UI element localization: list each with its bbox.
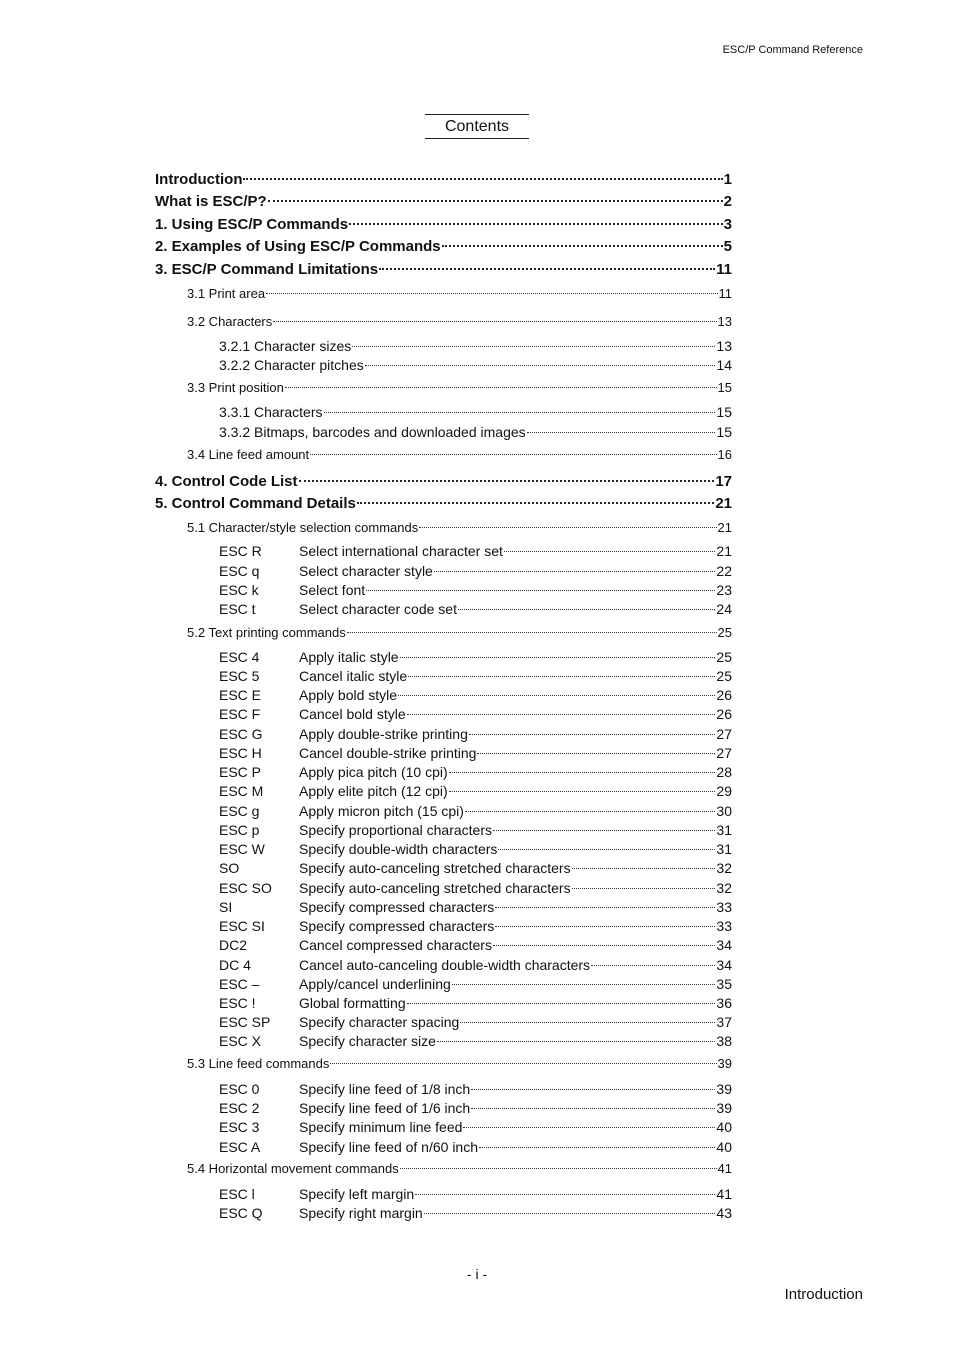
toc-page-number: 36 (716, 995, 732, 1011)
toc-command-code: ESC W (219, 841, 265, 857)
toc-page-number: 27 (716, 745, 732, 761)
toc-command-code: ESC 0 (219, 1081, 260, 1097)
toc-command-code: ESC 3 (219, 1119, 260, 1135)
toc-page-number: 41 (716, 1186, 732, 1202)
dot-leader (504, 551, 716, 552)
toc-page-number: 3 (723, 216, 732, 233)
toc-page-number: 39 (717, 1056, 732, 1071)
dot-leader (349, 223, 723, 225)
toc-entry[interactable] (219, 668, 732, 684)
toc-page-number: 32 (716, 880, 732, 896)
toc-entry-label: Specify compressed characters (299, 918, 495, 934)
dot-leader (347, 632, 717, 633)
toc-command-code: ESC E (219, 687, 262, 703)
toc-entry-label: 3.1 Print area (187, 286, 266, 301)
toc-entry-label: Apply micron pitch (15 cpi) (299, 803, 464, 819)
toc-entry[interactable] (187, 1161, 732, 1176)
dot-leader (471, 1089, 715, 1090)
toc-page-number: 25 (716, 649, 732, 665)
dot-leader (398, 695, 715, 696)
dot-leader (591, 965, 715, 966)
toc-entry[interactable] (155, 193, 732, 210)
toc-page-number: 5 (723, 238, 732, 255)
toc-page-number: 15 (717, 380, 732, 395)
toc-command-code: ESC k (219, 582, 259, 598)
toc-entry[interactable] (187, 625, 732, 640)
toc-entry-label: Introduction (155, 171, 243, 188)
toc-entry[interactable] (219, 1100, 732, 1116)
toc-entry-label: Select font (299, 582, 366, 598)
dot-leader (449, 772, 716, 773)
toc-entry[interactable] (219, 995, 732, 1011)
toc-entry-label: Apply/cancel underlining (299, 976, 451, 992)
toc-page-number: 30 (716, 803, 732, 819)
dot-leader (330, 1063, 716, 1064)
toc-entry[interactable] (187, 520, 732, 535)
toc-entry[interactable] (219, 957, 732, 973)
toc-entry[interactable] (219, 841, 732, 857)
toc-entry[interactable] (219, 563, 732, 579)
dot-leader (285, 387, 717, 388)
toc-entry-label: Specify auto-canceling stretched characters (299, 880, 571, 896)
toc-entry-label: Select character style (299, 563, 433, 579)
dot-leader (495, 926, 715, 927)
dot-leader (243, 178, 722, 180)
toc-command-code: ESC 2 (219, 1100, 260, 1116)
toc-command-code: ESC l (219, 1186, 255, 1202)
toc-command-code: ESC H (219, 745, 262, 761)
dot-leader (463, 1127, 715, 1128)
toc-command-code: SI (219, 899, 233, 915)
dot-leader (400, 1168, 717, 1169)
toc-page-number: 31 (716, 841, 732, 857)
toc-entry-label: 5.3 Line feed commands (187, 1056, 330, 1071)
toc-entry[interactable] (219, 918, 732, 934)
toc-entry[interactable] (187, 1056, 732, 1071)
toc-entry-label: Specify right margin (299, 1205, 423, 1221)
dot-leader (408, 676, 715, 677)
toc-page-number: 2 (723, 193, 732, 210)
toc-page-number: 11 (718, 286, 732, 301)
toc-command-code: ESC SO (219, 880, 272, 896)
toc-page-number: 21 (715, 495, 732, 512)
toc-entry[interactable] (219, 1014, 732, 1030)
toc-page-number: 39 (716, 1100, 732, 1116)
toc-entry-label: Specify left margin (299, 1186, 415, 1202)
toc-page-number: 25 (717, 625, 732, 640)
dot-leader (442, 245, 723, 247)
toc-entry[interactable] (219, 1033, 732, 1049)
toc-entry-label: Select character code set (299, 601, 457, 617)
toc-entry-label: 5.2 Text printing commands (187, 625, 346, 640)
toc-command-code: ESC SP (219, 1014, 271, 1030)
toc-entry[interactable] (219, 783, 732, 799)
toc-entry-label: Specify line feed of 1/6 inch (299, 1100, 471, 1116)
toc-entry[interactable] (219, 1205, 732, 1221)
toc-command-code: ESC F (219, 706, 261, 722)
toc-entry-label: 3.3 Print position (187, 380, 284, 395)
toc-command-code: ESC R (219, 543, 262, 559)
toc-page-number: 27 (716, 726, 732, 742)
dot-leader (469, 734, 716, 735)
toc-entry-label: 5. Control Command Details (155, 495, 356, 512)
toc-entry[interactable] (219, 404, 732, 420)
dot-leader (324, 412, 716, 413)
toc-entry[interactable] (219, 687, 732, 703)
toc-page-number: 39 (716, 1081, 732, 1097)
toc-entry[interactable] (219, 357, 732, 373)
dot-leader (465, 811, 715, 812)
toc-entry-label: Select international character set (299, 543, 503, 559)
toc-entry[interactable] (155, 473, 732, 490)
page-title: Contents (425, 114, 529, 139)
toc-page-number: 41 (717, 1161, 732, 1176)
dot-leader (434, 571, 716, 572)
toc-entry[interactable] (219, 880, 732, 896)
toc-page-number: 21 (717, 520, 732, 535)
footer-section: Introduction (784, 1286, 863, 1303)
toc-command-code: ESC 5 (219, 668, 260, 684)
toc-entry[interactable] (219, 726, 732, 742)
toc-page-number: 15 (716, 424, 732, 440)
dot-leader (357, 502, 714, 504)
toc-page-number: 26 (716, 687, 732, 703)
toc-entry-label: Specify line feed of n/60 inch (299, 1139, 479, 1155)
dot-leader (299, 480, 715, 482)
toc-command-code: ESC 4 (219, 649, 260, 665)
dot-leader (352, 346, 715, 347)
header-reference: ESC/P Command Reference (722, 44, 863, 56)
toc-entry[interactable] (219, 706, 732, 722)
toc-entry-label: Apply elite pitch (12 cpi) (299, 783, 448, 799)
toc-entry-label: 3.3.2 Bitmaps, barcodes and downloaded images (219, 424, 526, 440)
toc-page-number: 16 (717, 447, 732, 462)
toc-entry[interactable] (219, 1139, 732, 1155)
toc-entry-label: Apply bold style (299, 687, 398, 703)
toc-entry-label: 1. Using ESC/P Commands (155, 216, 349, 233)
toc-command-code: DC 4 (219, 957, 251, 973)
toc-entry[interactable] (155, 216, 732, 233)
dot-leader (498, 849, 715, 850)
toc-entry[interactable] (219, 764, 732, 780)
dot-leader (268, 200, 723, 202)
toc-entry-label: 5.4 Horizontal movement commands (187, 1161, 399, 1176)
dot-leader (273, 321, 716, 322)
toc-page-number: 38 (716, 1033, 732, 1049)
toc-entry-label: Apply italic style (299, 649, 399, 665)
dot-leader (477, 753, 715, 754)
dot-leader (495, 907, 715, 908)
toc-page-number: 28 (716, 764, 732, 780)
toc-command-code: ESC t (219, 601, 256, 617)
toc-entry[interactable] (187, 314, 732, 329)
toc-page-number: 14 (716, 357, 732, 373)
toc-entry-label: 3.2.2 Character pitches (219, 357, 364, 373)
toc-entry-label: Cancel auto-canceling double-width characters (299, 957, 591, 973)
toc-command-code: ESC SI (219, 918, 265, 934)
dot-leader (458, 609, 715, 610)
toc-page-number: 25 (716, 668, 732, 684)
dot-leader (437, 1041, 715, 1042)
toc-entry[interactable] (187, 286, 732, 301)
dot-leader (479, 1147, 715, 1148)
toc-entry-label: Cancel double-strike printing (299, 745, 477, 761)
toc-command-code: ESC – (219, 976, 260, 992)
toc-entry-label: Specify character spacing (299, 1014, 460, 1030)
dot-leader (266, 293, 717, 294)
toc-page-number: 32 (716, 860, 732, 876)
toc-page-number: 33 (716, 899, 732, 915)
toc-page-number: 35 (716, 976, 732, 992)
dot-leader (310, 454, 716, 455)
toc-command-code: DC2 (219, 937, 248, 953)
dot-leader (400, 657, 716, 658)
toc-page-number: 23 (716, 582, 732, 598)
dot-leader (415, 1194, 715, 1195)
dot-leader (379, 268, 715, 270)
toc-entry-label: Specify character size (299, 1033, 436, 1049)
toc-command-code: ESC G (219, 726, 263, 742)
footer-page-number: - i - (466, 1266, 488, 1282)
dot-leader (493, 830, 715, 831)
dot-leader (424, 1213, 716, 1214)
dot-leader (460, 1022, 715, 1023)
toc-entry-label: What is ESC/P? (155, 193, 267, 210)
toc-entry-label: 3.4 Line feed amount (187, 447, 310, 462)
toc-command-code: ESC Q (219, 1205, 263, 1221)
dot-leader (449, 791, 716, 792)
toc-entry-label: Global formatting (299, 995, 406, 1011)
toc-command-code: ESC g (219, 803, 260, 819)
toc-entry[interactable] (219, 582, 732, 598)
toc-page-number: 21 (716, 543, 732, 559)
toc-page-number: 34 (716, 937, 732, 953)
toc-page-number: 13 (716, 338, 732, 354)
toc-page-number: 22 (716, 563, 732, 579)
toc-entry-label: Specify auto-canceling stretched characters (299, 860, 571, 876)
toc-entry[interactable] (219, 543, 732, 559)
toc-entry-label: Cancel italic style (299, 668, 408, 684)
toc-entry[interactable] (155, 261, 732, 278)
toc-entry[interactable] (219, 1081, 732, 1097)
toc-page-number: 15 (716, 404, 732, 420)
toc-entry-label: Specify proportional characters (299, 822, 492, 838)
toc-entry[interactable] (219, 822, 732, 838)
dot-leader (572, 868, 716, 869)
dot-leader (527, 432, 716, 433)
toc-page-number: 43 (716, 1205, 732, 1221)
toc-page-number: 26 (716, 706, 732, 722)
toc-page-number: 11 (716, 261, 732, 278)
dot-leader (407, 714, 716, 715)
toc-entry[interactable] (187, 380, 732, 395)
toc-entry-label: 3.3.1 Characters (219, 404, 323, 420)
toc-entry[interactable] (219, 937, 732, 953)
toc-entry[interactable] (219, 976, 732, 992)
toc-page-number: 34 (716, 957, 732, 973)
toc-entry-label: 3.2.1 Character sizes (219, 338, 352, 354)
toc-entry[interactable] (155, 238, 732, 255)
toc-command-code: ESC A (219, 1139, 261, 1155)
toc-entry[interactable] (219, 899, 732, 915)
toc-entry[interactable] (187, 447, 732, 462)
toc-command-code: ESC ! (219, 995, 256, 1011)
toc-command-code: ESC p (219, 822, 260, 838)
toc-page-number: 29 (716, 783, 732, 799)
dot-leader (572, 888, 716, 889)
toc-entry[interactable] (219, 601, 732, 617)
toc-entry-label: Specify double-width characters (299, 841, 498, 857)
toc-page-number: 40 (716, 1139, 732, 1155)
toc-page-number: 13 (717, 314, 732, 329)
toc-command-code: ESC M (219, 783, 264, 799)
toc-command-code: ESC X (219, 1033, 262, 1049)
toc-entry[interactable] (219, 803, 732, 819)
toc-entry-label: Specify compressed characters (299, 899, 495, 915)
dot-leader (471, 1108, 715, 1109)
toc-entry-label: Cancel compressed characters (299, 937, 492, 953)
dot-leader (452, 984, 716, 985)
toc-entry[interactable] (219, 424, 732, 440)
toc-page-number: 24 (716, 601, 732, 617)
dot-leader (365, 365, 716, 366)
toc-entry[interactable] (155, 171, 732, 188)
toc-entry[interactable] (219, 860, 732, 876)
toc-entry-label: Apply pica pitch (10 cpi) (299, 764, 448, 780)
toc-entry[interactable] (219, 1186, 732, 1202)
toc-entry-label: Specify line feed of 1/8 inch (299, 1081, 471, 1097)
toc-entry[interactable] (219, 338, 732, 354)
toc-page-number: 33 (716, 918, 732, 934)
toc-entry-label: Specify minimum line feed (299, 1119, 463, 1135)
toc-entry[interactable] (155, 495, 732, 512)
toc-command-code: ESC P (219, 764, 262, 780)
toc-entry[interactable] (219, 745, 732, 761)
dot-leader (366, 590, 715, 591)
dot-leader (493, 945, 715, 946)
toc-entry-label: Apply double-strike printing (299, 726, 468, 742)
toc-page-number: 37 (716, 1014, 732, 1030)
toc-entry[interactable] (219, 1119, 732, 1135)
toc-command-code: SO (219, 860, 240, 876)
toc-page-number: 40 (716, 1119, 732, 1135)
toc-command-code: ESC q (219, 563, 260, 579)
toc-entry-label: 3.2 Characters (187, 314, 273, 329)
toc-entry-label: 3. ESC/P Command Limitations (155, 261, 379, 278)
toc-entry-label: 4. Control Code List (155, 473, 298, 490)
toc-entry-label: Cancel bold style (299, 706, 406, 722)
toc-page-number: 1 (723, 171, 732, 188)
toc-entry-label: 2. Examples of Using ESC/P Commands (155, 238, 441, 255)
dot-leader (407, 1003, 716, 1004)
dot-leader (419, 527, 716, 528)
toc-entry-label: 5.1 Character/style selection commands (187, 520, 419, 535)
toc-page-number: 17 (715, 473, 732, 490)
toc-entry[interactable] (219, 649, 732, 665)
toc-page-number: 31 (716, 822, 732, 838)
